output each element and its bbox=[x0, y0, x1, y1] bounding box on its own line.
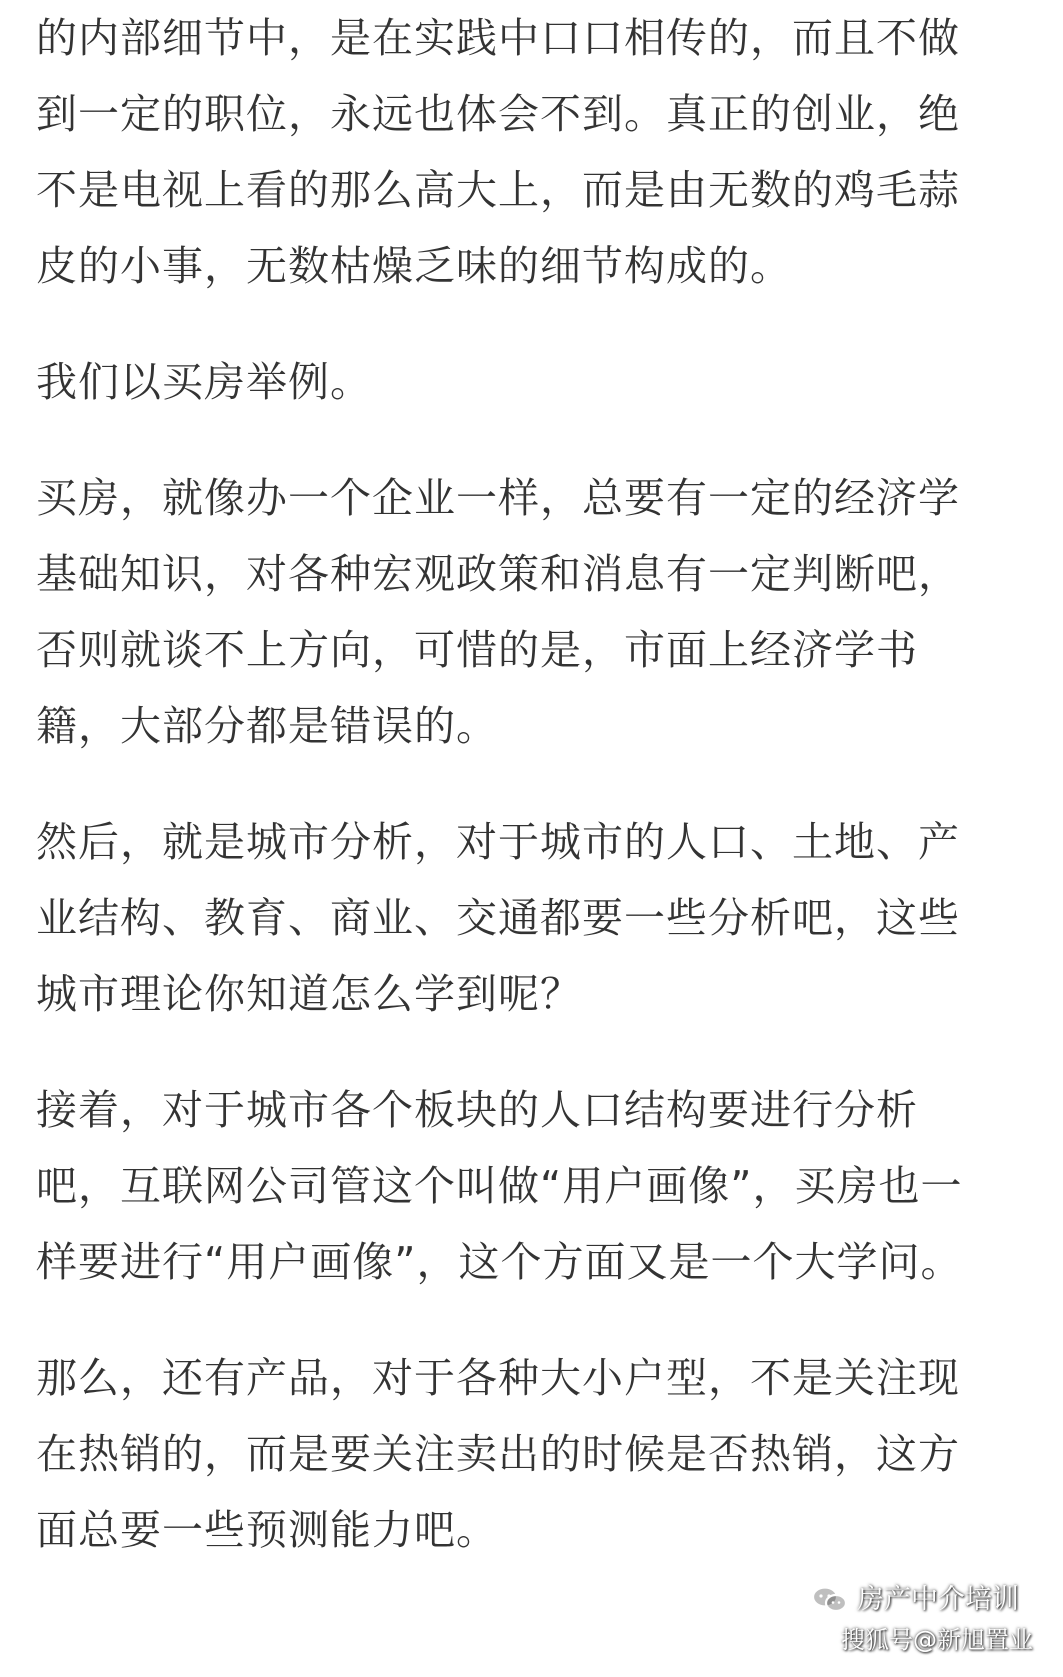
paragraph-spacer bbox=[36, 764, 1036, 804]
watermark-channel-row bbox=[811, 1580, 1041, 1620]
paragraph-spacer bbox=[36, 304, 1036, 344]
paragraph-3 bbox=[36, 460, 1036, 764]
wechat-icon bbox=[811, 1585, 849, 1615]
paragraph-6 bbox=[36, 1340, 1036, 1568]
watermark bbox=[811, 1580, 1041, 1670]
text-line: 否则就谈不上方向，可惜的是，市面上经济学书 bbox=[36, 626, 918, 674]
paragraph-1 bbox=[36, 0, 1036, 304]
text-line: 面总要一些预测能力吧。 bbox=[36, 1506, 498, 1554]
watermark-channel-name: 房产中介培训 bbox=[857, 1584, 1019, 1615]
paragraph-spacer bbox=[36, 1032, 1036, 1072]
text-line: 不是电视上看的那么高大上，而是由无数的鸡毛蒜 bbox=[36, 166, 960, 214]
paragraph-2 bbox=[36, 344, 1036, 420]
text-line: 业结构、教育、商业、交通都要一些分析吧，这些 bbox=[36, 894, 960, 942]
text-line: 我们以买房举例。 bbox=[36, 358, 372, 406]
paragraph-4 bbox=[36, 804, 1036, 1032]
text-line: 皮的小事，无数枯燥乏味的细节构成的。 bbox=[36, 242, 792, 290]
text-line: 在热销的，而是要关注卖出的时候是否热销，这方 bbox=[36, 1430, 960, 1478]
text-line: 然后，就是城市分析，对于城市的人口、土地、产 bbox=[36, 818, 960, 866]
text-line: 城市理论你知道怎么学到呢？ bbox=[36, 970, 582, 1018]
paragraph-spacer bbox=[36, 420, 1036, 460]
text-line: 样要进行“用户画像”，这个方面又是一个大学问。 bbox=[36, 1238, 963, 1286]
article-body bbox=[36, 0, 1036, 1568]
text-line: 那么，还有产品，对于各种大小户型，不是关注现 bbox=[36, 1354, 960, 1402]
watermark-source: 搜狐号@新旭置业 bbox=[841, 1626, 1033, 1654]
text-line: 籍，大部分都是错误的。 bbox=[36, 702, 498, 750]
text-line: 到一定的职位，永远也体会不到。真正的创业，绝 bbox=[36, 90, 960, 138]
text-line: 接着，对于城市各个板块的人口结构要进行分析 bbox=[36, 1086, 918, 1134]
paragraph-spacer bbox=[36, 1300, 1036, 1340]
text-line: 的内部细节中，是在实践中口口相传的，而且不做 bbox=[36, 14, 960, 62]
text-line: 买房，就像办一个企业一样，总要有一定的经济学 bbox=[36, 474, 960, 522]
paragraph-5 bbox=[36, 1072, 1036, 1300]
text-line: 吧，互联网公司管这个叫做“用户画像”，买房也一 bbox=[36, 1162, 963, 1210]
text-line: 基础知识，对各种宏观政策和消息有一定判断吧， bbox=[36, 550, 960, 598]
